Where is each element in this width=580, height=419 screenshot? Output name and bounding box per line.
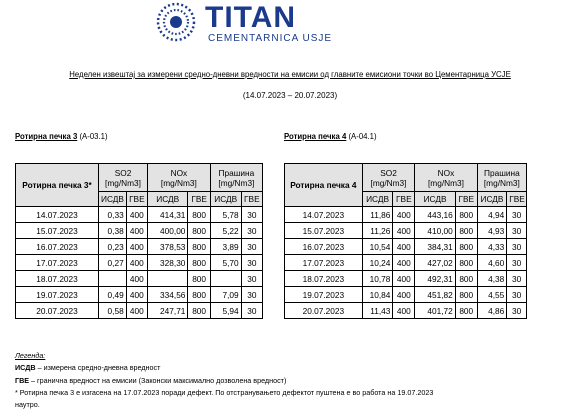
date-cell: 14.07.2023 [16,207,99,223]
legend-note-cont: наутро. [15,400,40,410]
kiln4-sub-isdv: ИСДВ [362,192,393,207]
dust-limit-cell: 30 [241,239,262,255]
kiln4-sub-gve: ГВЕ [455,192,477,207]
so2-value-cell: 11,86 [362,207,393,223]
table-row [16,223,263,239]
table-row [16,239,263,255]
nox-value-cell: 378,53 [147,239,187,255]
titan-emblem-icon [150,2,202,46]
table-row [285,239,527,255]
dust-value-cell: 4,86 [477,303,507,319]
dust-value-cell: 4,33 [477,239,507,255]
nox-limit-cell: 800 [455,287,477,303]
nox-value-cell: 384,31 [415,239,456,255]
table-row [285,255,527,271]
dust-value-cell: 3,89 [210,239,241,255]
kiln4-section-label [284,132,377,141]
so2-value-cell: 10,84 [362,287,393,303]
nox-value-cell: 247,71 [147,303,187,319]
nox-limit-cell: 800 [188,255,210,271]
legend [15,350,433,411]
kiln4-sub-isdv: ИСДВ [415,192,456,207]
dust-value-cell: 4,55 [477,287,507,303]
kiln4-row-header: Ротирна печка 4 [285,164,363,207]
date-cell: 14.07.2023 [285,207,363,223]
nox-value-cell: 410,00 [415,223,456,239]
dust-value-cell: 5,94 [210,303,241,319]
dust-limit-cell: 30 [507,255,527,271]
date-cell: 19.07.2023 [16,287,99,303]
table-row [16,207,263,223]
kiln4-code: (A-04.1) [348,132,377,141]
legend-isdv: ИСДВ – измерена средно-дневна вредност [15,363,161,373]
nox-limit-cell: 800 [188,239,210,255]
nox-value-cell: 334,56 [147,287,187,303]
so2-limit-cell: 400 [393,239,415,255]
nox-limit-cell: 800 [188,287,210,303]
so2-value-cell: 0,27 [99,255,127,271]
dust-limit-cell: 30 [507,239,527,255]
so2-value-cell: 0,58 [99,303,127,319]
so2-limit-cell: 400 [126,223,147,239]
dust-value-cell: 4,38 [477,271,507,287]
dust-value-cell: 4,94 [477,207,507,223]
kiln3-row-header: Ротирна печка 3* [16,164,99,207]
dust-value-cell: 4,93 [477,223,507,239]
kiln3-sub-gve: ГВЕ [188,192,210,207]
kiln4-rows [285,207,527,319]
date-cell: 18.07.2023 [16,271,99,287]
dust-limit-cell: 30 [507,207,527,223]
kiln3-nox-header: NOx [mg/Nm3] [147,164,210,192]
nox-limit-cell: 800 [455,255,477,271]
table-row [285,271,527,287]
so2-limit-cell: 400 [393,271,415,287]
legend-note: * Ротирна печка 3 е изгасена на 17.07.2023 поради дефект. По отстранувањето дефектот пуштена е во работа на 19.07.2023 [15,387,434,397]
so2-limit-cell: 400 [393,287,415,303]
nox-limit-cell: 800 [188,271,210,287]
date-cell: 17.07.2023 [16,255,99,271]
dust-value-cell: 4,60 [477,255,507,271]
kiln3-sub-isdv: ИСДВ [210,192,241,207]
nox-limit-cell: 800 [455,223,477,239]
table-row [285,303,527,319]
dust-value-cell: 5,78 [210,207,241,223]
so2-value-cell: 10,78 [362,271,393,287]
table-row [16,287,263,303]
so2-value-cell: 0,23 [99,239,127,255]
nox-limit-cell: 800 [188,223,210,239]
nox-limit-cell: 800 [188,207,210,223]
nox-limit-cell: 800 [455,271,477,287]
table-row [16,255,263,271]
dust-limit-cell: 30 [241,255,262,271]
nox-value-cell: 427,02 [415,255,456,271]
kiln4-sub-isdv: ИСДВ [477,192,507,207]
kiln3-header-row [16,164,263,192]
kiln4-so2-header: SO2 [mg/Nm3] [362,164,415,192]
nox-value-cell [147,271,187,287]
nox-limit-cell: 800 [455,207,477,223]
so2-limit-cell: 400 [393,207,415,223]
dust-limit-cell: 30 [241,303,262,319]
kiln4-nox-header: NOx [mg/Nm3] [415,164,477,192]
so2-value-cell: 0,49 [99,287,127,303]
dust-limit-cell: 30 [507,223,527,239]
date-cell: 16.07.2023 [285,239,363,255]
logo-title: TITAN [205,1,297,34]
so2-limit-cell: 400 [126,271,147,287]
legend-title: Легенда: [15,351,46,360]
nox-value-cell: 443,16 [415,207,456,223]
dust-value-cell: 5,22 [210,223,241,239]
date-cell: 16.07.2023 [16,239,99,255]
nox-limit-cell: 800 [455,239,477,255]
dust-limit-cell: 30 [507,287,527,303]
date-cell: 20.07.2023 [16,303,99,319]
so2-value-cell: 0,33 [99,207,127,223]
kiln4-label: Ротирна печка 4 [284,132,347,141]
dust-value-cell: 5,70 [210,255,241,271]
date-cell: 19.07.2023 [285,287,363,303]
kiln3-so2-header: SO2 [mg/Nm3] [99,164,148,192]
so2-limit-cell: 400 [126,207,147,223]
dust-limit-cell: 30 [241,287,262,303]
kiln3-table [15,163,263,319]
legend-gve: ГВЕ – гранична вредност на емисии (Законски максимално дозволена вредност) [15,375,287,385]
so2-limit-cell: 400 [126,303,147,319]
so2-value-cell: 10,24 [362,255,393,271]
kiln4-sub-gve: ГВЕ [507,192,527,207]
kiln4-header-row [285,164,527,192]
date-cell: 17.07.2023 [285,255,363,271]
kiln4-table [284,163,527,319]
so2-value-cell: 10,54 [362,239,393,255]
table-row [16,271,263,287]
so2-value-cell [99,271,127,287]
kiln3-code: (A-03.1) [79,132,108,141]
kiln3-dust-header: Прашина [mg/Nm3] [210,164,262,192]
kiln3-rows [16,207,263,319]
dust-limit-cell: 30 [241,223,262,239]
report-period: (14.07.2023 – 20.07.2023) [242,91,338,100]
so2-limit-cell: 400 [393,255,415,271]
date-cell: 20.07.2023 [285,303,363,319]
nox-limit-cell: 800 [455,303,477,319]
dust-limit-cell: 30 [507,303,527,319]
dust-limit-cell: 30 [241,271,262,287]
so2-value-cell: 11,43 [362,303,393,319]
dust-limit-cell: 30 [241,207,262,223]
table-row [16,303,263,319]
so2-limit-cell: 400 [126,287,147,303]
kiln3-sub-gve: ГВЕ [126,192,147,207]
nox-value-cell: 492,31 [415,271,456,287]
kiln3-sub-isdv: ИСДВ [147,192,187,207]
nox-limit-cell: 800 [188,303,210,319]
table-row [285,223,527,239]
report-title: Неделен извештај за измерени средно-дневни вредности на емисии од главните емисиони точки во Цементарница УСЈЕ [69,70,511,79]
so2-value-cell: 11,26 [362,223,393,239]
nox-value-cell: 451,82 [415,287,456,303]
titan-logo [150,1,333,46]
nox-value-cell: 328,30 [147,255,187,271]
so2-value-cell: 0,38 [99,223,127,239]
date-cell: 15.07.2023 [16,223,99,239]
logo-subtitle: CEMENTARNICA USJE [208,33,333,44]
so2-limit-cell: 400 [126,255,147,271]
date-cell: 18.07.2023 [285,271,363,287]
nox-value-cell: 414,31 [147,207,187,223]
kiln3-sub-isdv: ИСДВ [99,192,127,207]
table-row [285,207,527,223]
nox-value-cell: 400,00 [147,223,187,239]
dust-limit-cell: 30 [507,271,527,287]
date-cell: 15.07.2023 [285,223,363,239]
table-row [285,287,527,303]
kiln4-dust-header: Прашина [mg/Nm3] [477,164,526,192]
nox-value-cell: 401,72 [415,303,456,319]
kiln4-sub-gve: ГВЕ [393,192,415,207]
so2-limit-cell: 400 [393,223,415,239]
dust-value-cell [210,271,241,287]
so2-limit-cell: 400 [393,303,415,319]
kiln3-label: Ротирна печка 3 [15,132,78,141]
so2-limit-cell: 400 [126,239,147,255]
kiln3-section-label [15,132,108,141]
kiln3-sub-gve: ГВЕ [241,192,262,207]
dust-value-cell: 7,09 [210,287,241,303]
